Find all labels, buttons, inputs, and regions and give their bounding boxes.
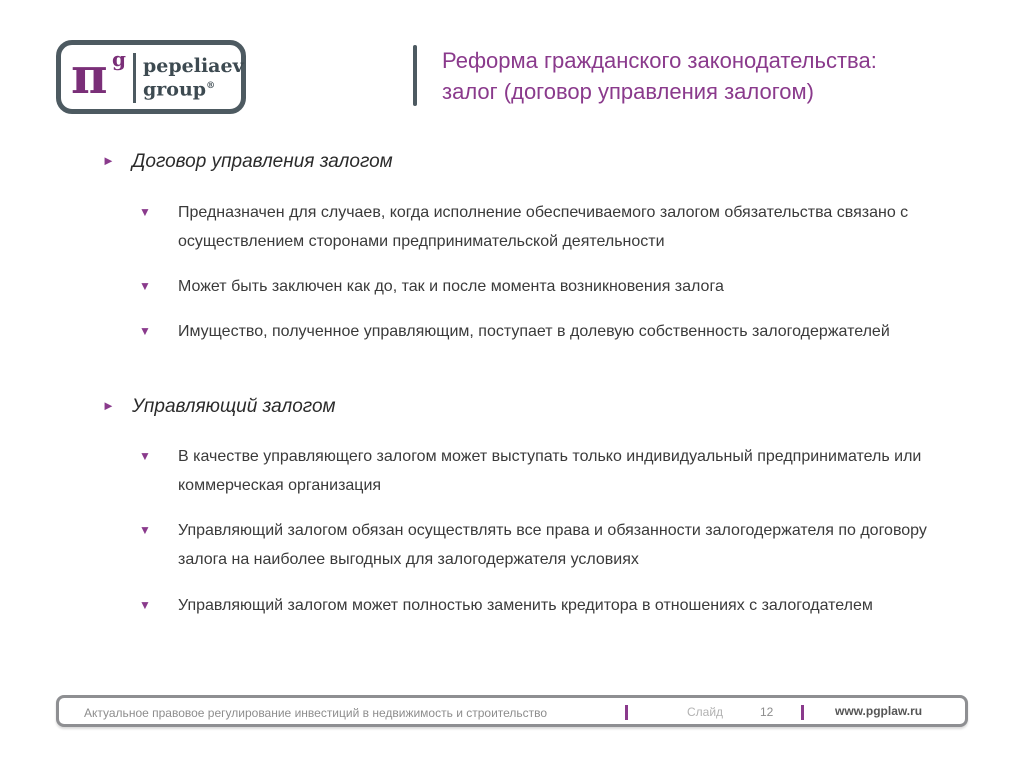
- list-item-text: Может быть заключен как до, так и после момента возникновения залога: [178, 278, 724, 295]
- list-item: [139, 272, 949, 301]
- list-item-text: Управляющий залогом обязан осуществлять все права и обязанности залогодержателя по договору залога на наиболее выгодных для залогодержателя условиях: [178, 522, 927, 568]
- down-triangle-icon: ▼: [139, 324, 151, 338]
- down-triangle-icon: ▼: [139, 523, 151, 537]
- slide-title-line1: Реформа гражданского законодательства:: [442, 48, 877, 73]
- company-logo: [56, 40, 246, 114]
- list-item: [139, 442, 949, 500]
- section-heading-text: Управляющий залогом: [132, 396, 336, 417]
- footer-website-link[interactable]: www.pgplaw.ru: [835, 704, 923, 718]
- slide-footer: [56, 695, 968, 727]
- slide-title: [442, 45, 1002, 107]
- footer-caption: Актуальное правовое регулирование инвестиций в недвижимость и строительство: [84, 706, 548, 720]
- list-item-text: Имущество, полученное управляющим, поступает в долевую собственность залогодержателей: [178, 323, 890, 340]
- logo-registered: ®: [206, 81, 216, 91]
- logo-divider: [133, 53, 136, 103]
- list-item: [139, 591, 949, 620]
- title-accent-bar: [413, 45, 417, 106]
- footer-separator: [625, 705, 628, 720]
- footer-slide-label: Слайд: [687, 705, 724, 719]
- list-item: [139, 317, 949, 346]
- list-item-text: Предназначен для случаев, когда исполнение обеспечиваемого залогом обязательства связано с осуществлением сторонами предпринимательской деятельности: [178, 204, 909, 250]
- slide-title-line2: залог (договор управления залогом): [442, 79, 814, 104]
- footer-slide-number: 12: [760, 705, 774, 719]
- right-triangle-icon: ►: [102, 153, 115, 168]
- section-heading: [102, 396, 336, 418]
- down-triangle-icon: ▼: [139, 205, 151, 219]
- section-heading: [102, 151, 393, 173]
- logo-pi-symbol: π: [71, 46, 108, 105]
- section-heading-text: Договор управления залогом: [132, 151, 393, 172]
- logo-line1: pepeliaev: [143, 55, 244, 77]
- down-triangle-icon: ▼: [139, 279, 151, 293]
- logo-line2: group: [143, 78, 207, 101]
- list-item-text: В качестве управляющего залогом может выступать только индивидуальный предприниматель или коммерческая организация: [178, 448, 922, 494]
- right-triangle-icon: ►: [102, 398, 115, 413]
- down-triangle-icon: ▼: [139, 598, 151, 612]
- list-item-text: Управляющий залогом может полностью заменить кредитора в отношениях с залогодателем: [178, 597, 873, 614]
- footer-separator: [801, 705, 804, 720]
- logo-wordmark: [143, 56, 244, 99]
- list-item: [139, 516, 949, 574]
- logo-superscript: g: [112, 47, 126, 71]
- down-triangle-icon: ▼: [139, 449, 151, 463]
- list-item: [139, 198, 949, 256]
